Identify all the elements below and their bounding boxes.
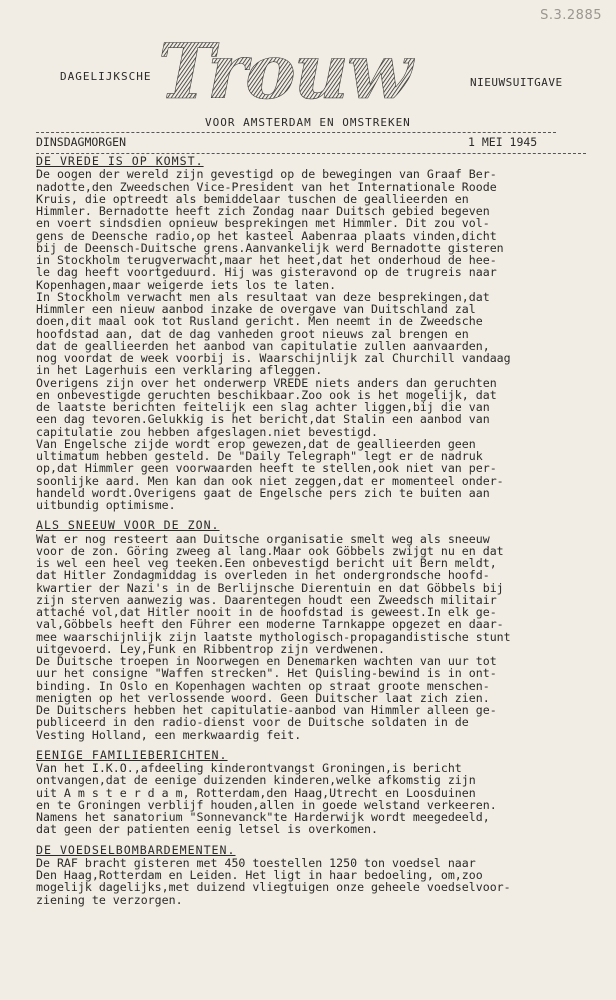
subtitle: VOOR AMSTERDAM EN OMSTREKEN (205, 116, 411, 129)
article-content (36, 153, 596, 906)
paragraph: De RAF bracht gisteren met 450 toestellen 1250 ton voedsel naar Den Haag,Rotterdam en Leiden. Het ligt in haar bedoeling, om,zoo mogelijk dagelijks,met duizend vliegtuigen onze geheele voedselvoor- ziening te verzorgen. (36, 855, 511, 907)
section-title: DE VREDE IS OP KOMST. (36, 154, 204, 168)
paragraph: Van het I.K.O.,afdeeling kinderontvangst Groningen,is bericht ontvangen,dat de eenige duizenden kinderen,welke afkomstig zijn uit A m s t e r d a m, Rotterdam,den Haag,Utrecht en Loosduinen en te Groningen verblijf houden,allen in goede welstand verkeeren. Namens het sanatorium "Sonnevanck"te Harderwijk wordt meegedeeld, dat geen der patienten eenig letsel is overkomen. (36, 761, 497, 837)
archive-mark: S.3.2885 (540, 8, 602, 23)
paragraph: In Stockholm verwacht men als resultaat van deze besprekingen,dat Himmler een nieuw aanbod inzake de overgave van Duitschland zal doen,dit maal ook tot Rusland gericht. Men neemt in de Zweedsche hoofdstad aan, dat de dag vanheden groot nieuws zal brengen en dat de geallieerden het aanbod van capitulatie zullen aanvaarden, nog voordat de week voorbij is. Waarschijnlijk zal Churchill vandaag in het Lagerhuis een verklaring afleggen. (36, 289, 511, 378)
date: 1 MEI 1945 (468, 135, 538, 149)
svg-text:Trouw: Trouw (158, 28, 411, 116)
section-title: DE VOEDSELBOMBARDEMENTEN. (36, 842, 236, 857)
paragraph: De oogen der wereld zijn gevestigd op de bewegingen van Graaf Ber- nadotte,den Zweedschen Vice-President van het Internationale Roode Kruis, die optreedt als bemiddelaar tuschen de geallieerden en Himmler. Bernadotte heeft zich Zondag naar Duitsch gebied begeven en voert sindsdien opnieuw besprekingen met Himmler. Dit zou vol- gens de Deensche radio,op het kasteel Aabenraa plaats vinden,dicht bij de Deensch-Duitsche grens.Aanvankelijk werd Bernadotte gisteren in Stockholm terugverwacht,maar het heet,dat het onderhoud de hee- le dag heeft voortgeduurd. Hij was gisteravond op de trugreis naar Kopenhagen,maar weigerde iets los te laten. (36, 167, 504, 292)
dateline (36, 132, 556, 149)
paragraph: Van Engelsche zijde wordt erop gewezen,dat de geallieerden geen ultimatum hebben gesteld. De "Daily Telegraph" legt er de nadruk op,dat Himmler geen voorwaarden heeft te stellen,ook niet van per- soonlijke aard. Men kan dan ook niet zeggen,dat er momenteel onder- handeld wordt.Overigens gaat de Engelsche pers zich te buiten aan uitbundig optimisme. (36, 436, 504, 512)
masthead-logo (150, 28, 480, 123)
paragraph: Overigens zijn over het onderwerp VREDE niets anders dan geruchten en onbevestigde geruchten beschikbaar.Zoo ook is het mogelijk, dat de laatste berichten feitelijk een slag achter liggen,bij die van een dag tevoren.Gelukkig is het bericht,dat Stalin een aanbod van capitulatie zou hebben afgeslagen.niet bevestigd. (36, 375, 497, 439)
header-left: DAGELIJKSCHE (60, 70, 152, 83)
paragraph: Wat er nog resteert aan Duitsche organisatie smelt weg als sneeuw voor de zon. Göring zweeg al lang.Maar ook Göbbels zwijgt nu en dat is wel een heel veg teeken.Een onbevestigd bericht uit Bern meldt, dat Hitler Zondagmiddag is overleden in het ondergrondsche hoofd- kwartier der Nazi's in de Berlijnsche Dierentuin en dat Göbbels bij zijn sterven aanwezig was. Daarentegen houdt een Zweedsch militair attaché vol,dat Hitler nooit in de hoofdstad is geweest.In elk ge- val,Göbbels heeft den Führer een moderne Tarnkappe opgezet en daar- mee waarschijnlijk zijn laatste mythologisch-propagandistische stunt uitgevoerd. Ley,Funk en Ribbentrop zijn verdwenen. (36, 531, 511, 656)
section-title: EENIGE FAMILIEBERICHTEN. (36, 747, 228, 762)
header-right: NIEUWSUITGAVE (470, 76, 563, 89)
section-title: ALS SNEEUW VOOR DE ZON. (36, 518, 220, 533)
paragraph: De Duitsche troepen in Noorwegen en Denemarken wachten van uur tot uur het consigne "Waffen strecken". Het Quisling-bewind is in ont- binding. In Oslo en Kopenhagen wachten op straat groote menschen- menigten op het verlossende woord. Geen Duitscher laat zich zien. De Duitschers hebben het capitulatie-aanbod van Himmler alleen ge- publiceerd in den radio-dienst voor de Duitsche soldaten in de Vesting Holland, een merkwaardig feit. (36, 654, 497, 742)
day: DINSDAGMORGEN (36, 135, 127, 149)
